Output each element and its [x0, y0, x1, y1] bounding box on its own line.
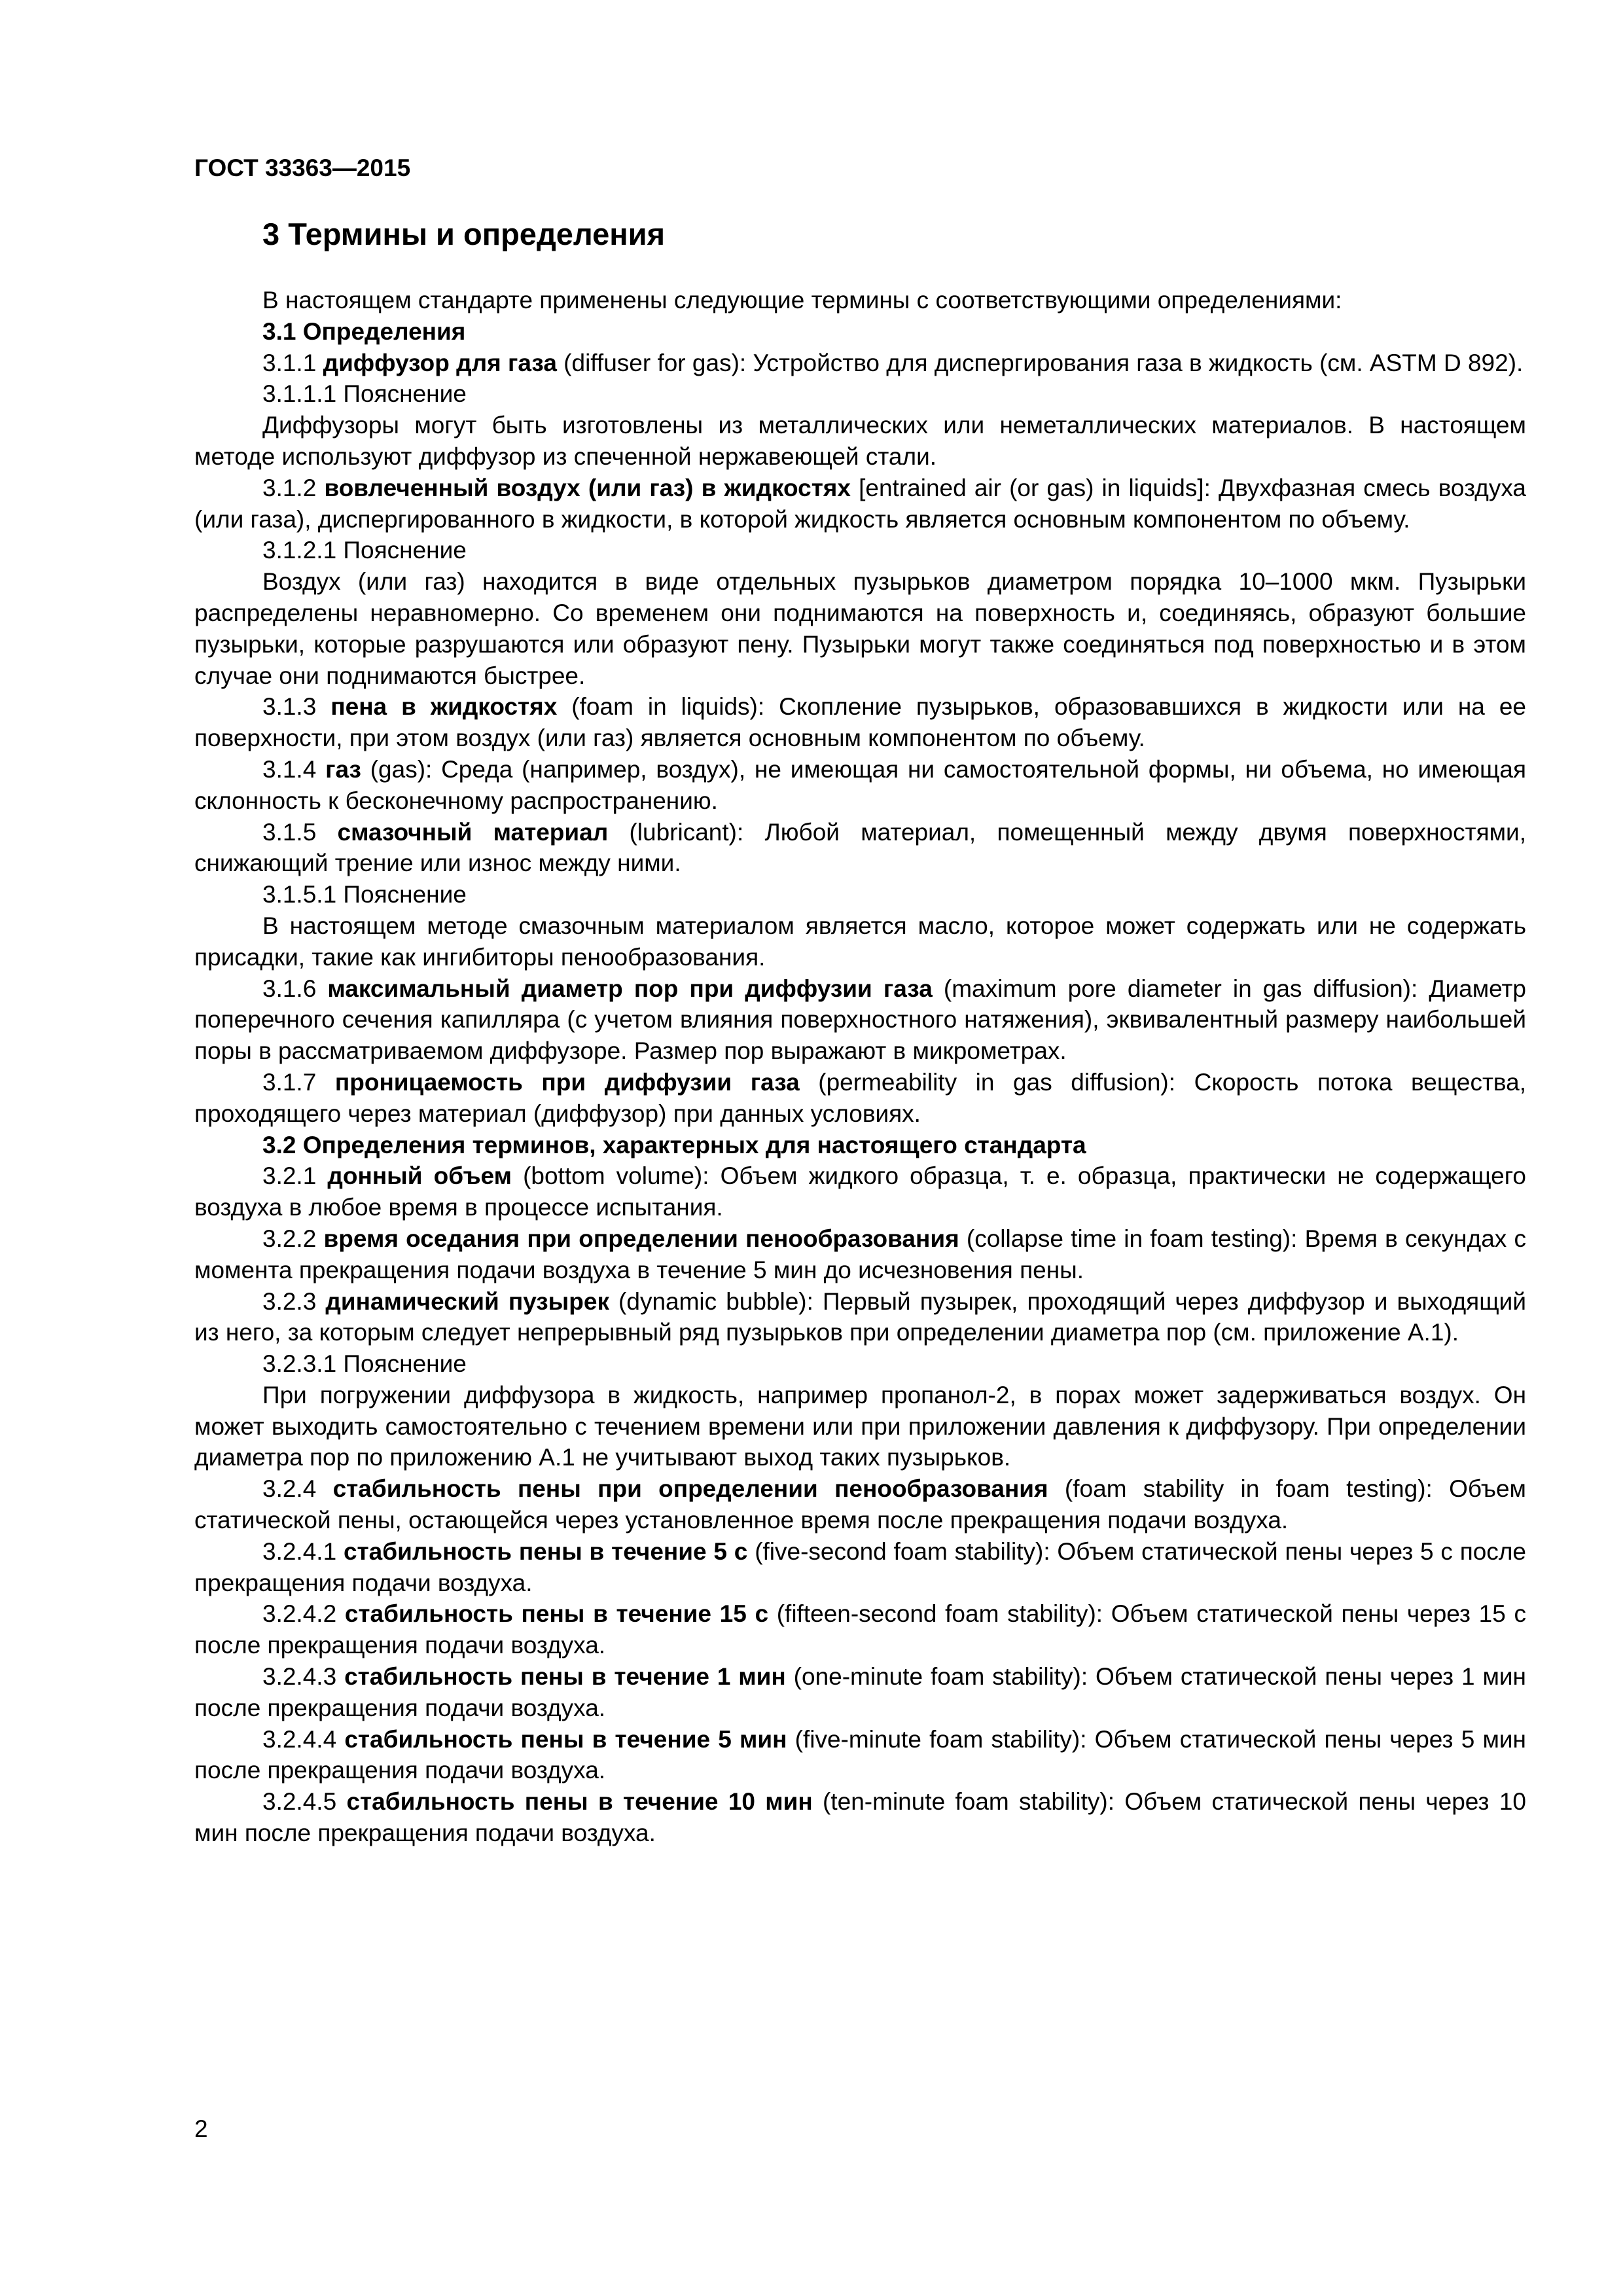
definition-3-2-4-5: 3.2.4.5 стабильность пены в течение 10 мин (ten-minute foam stability): Объем статической пены через 10 мин после прекращения подачи воздуха. — [194, 1788, 1526, 1847]
definition-3-2-3: 3.2.3 динамический пузырек (dynamic bubble): Первый пузырек, проходящий через диффузор и выходящий из него, за которым следует непрерывный ряд пузырьков при определении диаметра пор (см. приложение А.1). — [194, 1287, 1526, 1346]
page-content — [194, 215, 1526, 1849]
term: стабильность пены в течение 5 мин — [344, 1725, 787, 1753]
document-id: ГОСТ 33363—2015 — [194, 154, 411, 181]
definition-3-2-2: 3.2.2 время оседания при определении пенообразования (collapse time in foam testing): Время в секундах с момента прекращения подачи воздуха в течение 5 мин до исчезновения пены. — [194, 1225, 1527, 1283]
term: смазочный материал — [337, 818, 609, 846]
definition-3-2-4: 3.2.4 стабильность пены при определении пенообразования (foam stability in foam testing): Объем статической пены, остающейся через установленное время после прекращения подачи воздуха. — [194, 1475, 1526, 1534]
term: вовлеченный воздух (или газ) в жидкостях — [324, 474, 851, 501]
note-label-3-1-1-1: 3.1.1.1 Пояснение — [262, 380, 467, 408]
term: стабильность пены в течение 5 с — [343, 1537, 748, 1565]
definition-3-1-4: 3.1.4 газ (gas): Среда (например, воздух), не имеющая ни самостоятельной формы, ни объема, но имеющая склонность к бесконечному распространению. — [194, 755, 1527, 814]
intro-paragraph: В настоящем стандарте применены следующие термины с соответствующими определениями: — [262, 287, 1342, 314]
note-text: Воздух (или газ) находится в виде отдельных пузырьков диаметром порядка 10–1000 мкм. Пузырьки распределены неравномерно. Со временем они поднимаются на поверхность и, соединяясь, образуют большие пузырьки, которые разрушаются или образуют пену. Пузырьки могут также соединяться под поверхностью и в этом случае они поднимаются быстрее. — [194, 568, 1526, 689]
definition-3-1-1: 3.1.1 диффузор для газа (diffuser for gas): Устройство для диспергирования газа в жидкость (см. ASTM D 892). — [262, 349, 1524, 376]
note-label-3-2-3-1: 3.2.3.1 Пояснение — [262, 1350, 467, 1378]
term: донный объем — [327, 1162, 512, 1190]
definition-3-2-4-3: 3.2.4.3 стабильность пены в течение 1 мин (one-minute foam stability): Объем статической пены через 1 мин после прекращения подачи воздуха. — [194, 1663, 1526, 1721]
term: стабильность пены при определении пенообразования — [332, 1475, 1048, 1503]
definition-3-2-4-1: 3.2.4.1 стабильность пены в течение 5 с (five-second foam stability): Объем статической пены через 5 с после прекращения подачи воздуха. — [194, 1537, 1526, 1596]
term: стабильность пены в течение 1 мин — [344, 1663, 786, 1691]
definition-3-1-5: 3.1.5 смазочный материал (lubricant): Любой материал, помещенный между двумя поверхностями, снижающий трение или износ между ними. — [194, 818, 1526, 877]
note-text: Диффузоры могут быть изготовлены из металлических или неметаллических материалов. В настоящем методе используют диффузор из спеченной нержавеющей стали. — [194, 412, 1526, 470]
term: газ — [325, 755, 361, 783]
term: стабильность пены в течение 10 мин — [346, 1788, 813, 1816]
subsection-heading-3-1: 3.1 Определения — [262, 317, 466, 345]
definition-3-1-3: 3.1.3 пена в жидкостях (foam in liquids): Скопление пузырьков, образовавшихся в жидкости или на ее поверхности, при этом воздух (или газ) является основным компонентом по объему. — [194, 693, 1526, 752]
term: проницаемость при диффузии газа — [334, 1068, 800, 1096]
term: время оседания при определении пенообразования — [323, 1225, 959, 1252]
term: максимальный диаметр пор при диффузии газа — [327, 975, 933, 1002]
term: стабильность пены в течение 15 с — [344, 1600, 769, 1628]
definition-3-2-1: 3.2.1 донный объем (bottom volume): Объем жидкого образца, т. е. образца, практически не содержащего воздуха в любое время в процессе испытания. — [194, 1162, 1526, 1221]
section-heading: 3 Термины и определения — [262, 217, 665, 251]
note-text: В настоящем методе смазочным материалом является масло, которое может содержать или не содержать присадки, такие как ингибиторы пенообразования. — [194, 912, 1526, 971]
definition-3-2-4-2: 3.2.4.2 стабильность пены в течение 15 с (fifteen-second foam stability): Объем статической пены через 15 с после прекращения подачи воздуха. — [194, 1600, 1526, 1659]
term: пена в жидкостях — [330, 693, 558, 721]
definition-3-2-4-4: 3.2.4.4 стабильность пены в течение 5 мин (five-minute foam stability): Объем статической пены через 5 мин после прекращения подачи воздуха. — [194, 1725, 1526, 1784]
subsection-heading-3-2: 3.2 Определения терминов, характерных для настоящего стандарта — [262, 1131, 1086, 1158]
note-label-3-1-2-1: 3.1.2.1 Пояснение — [262, 537, 467, 564]
definition-3-1-6: 3.1.6 максимальный диаметр пор при диффузии газа (maximum pore diameter in gas diffusion): Диаметр поперечного сечения капилляра (с учетом влияния поверхностного натяжения), эквивалентный размеру наибольшей поры в рассматриваемом диффузоре. Размер пор выражают в микрометрах. — [194, 975, 1526, 1065]
term: диффузор для газа — [323, 349, 557, 376]
note-text: При погружении диффузора в жидкость, например пропанол-2, в порах может задерживаться воздух. Он может выходить самостоятельно с течением времени или при приложении давления к диффузору. При определении диаметра пор по приложению А.1 не учитывают выход таких пузырьков. — [194, 1381, 1526, 1471]
definition-3-1-2: 3.1.2 вовлеченный воздух (или газ) в жидкостях [entrained air (or gas) in liquids]: Двухфазная смесь воздуха (или газа), диспергированного в жидкости, в которой жидкость является основным компонентом по объему. — [194, 474, 1526, 533]
definition-3-1-7: 3.1.7 проницаемость при диффузии газа (permeability in gas diffusion): Скорость потока вещества, проходящего через материал (диффузор) при данных условиях. — [194, 1068, 1527, 1127]
page-number: 2 — [194, 2115, 208, 2142]
note-label-3-1-5-1: 3.1.5.1 Пояснение — [262, 881, 467, 908]
term: динамический пузырек — [325, 1287, 609, 1315]
